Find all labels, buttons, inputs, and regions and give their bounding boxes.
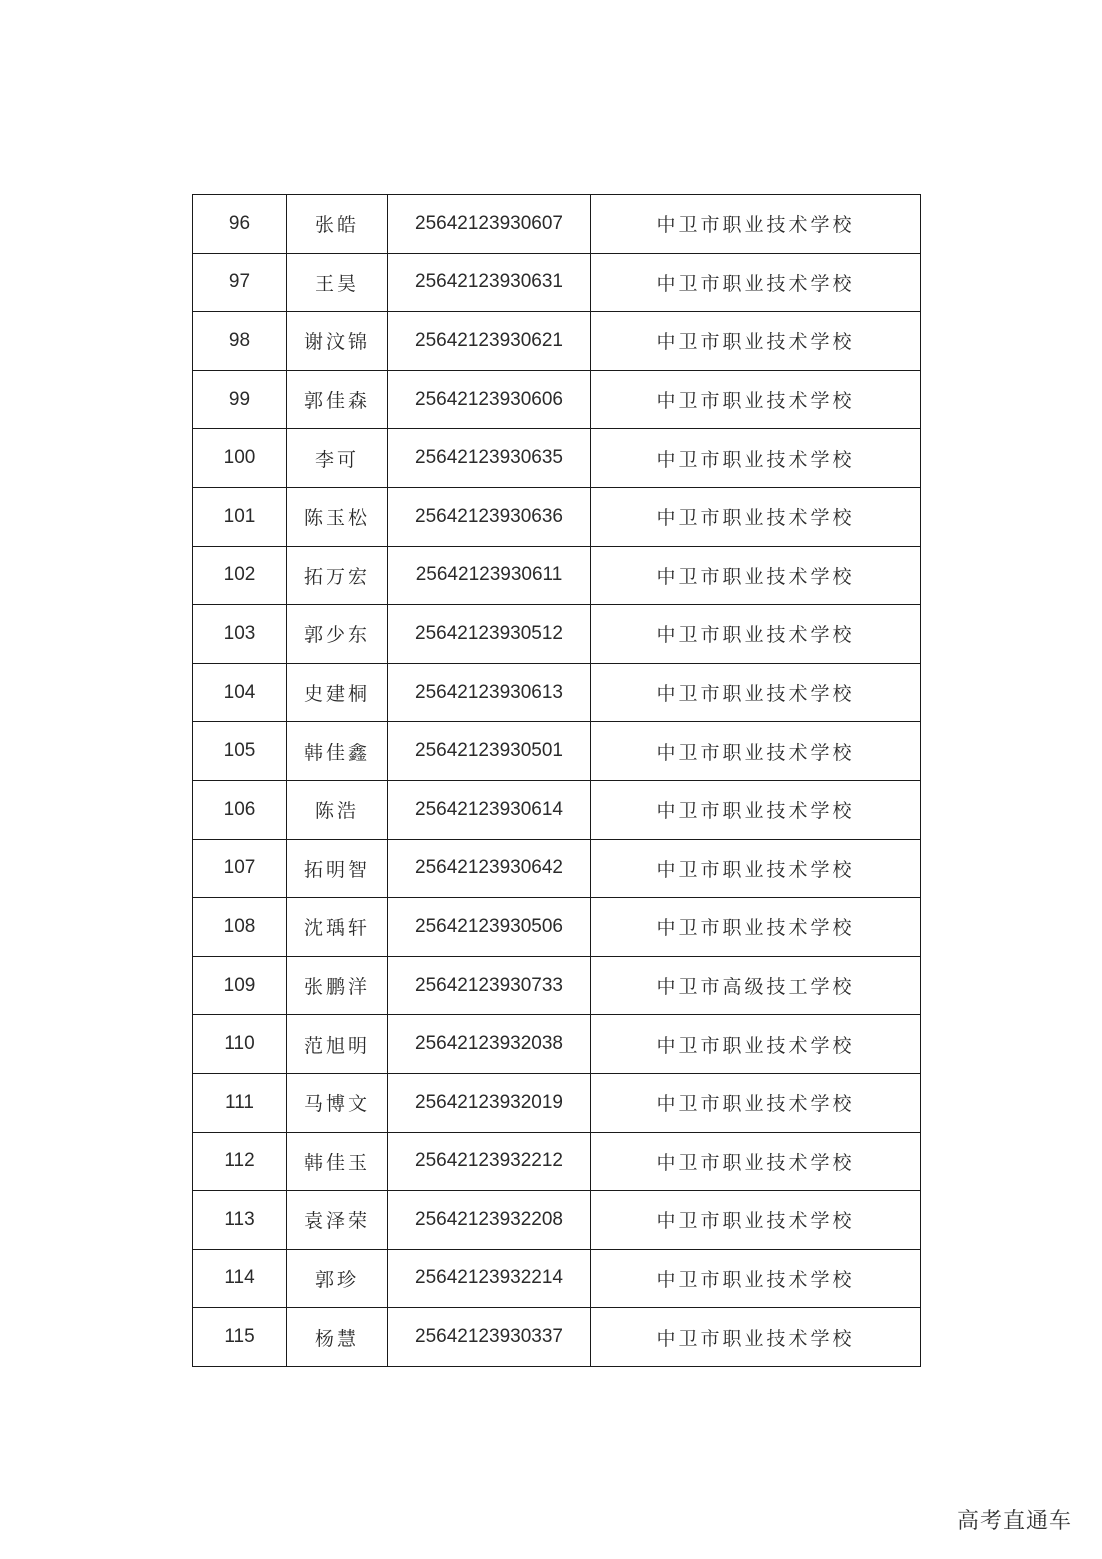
student-name-cell: 郭珍 [287,1249,388,1308]
student-name-cell: 范旭明 [287,1015,388,1074]
school-name-cell: 中卫市职业技术学校 [591,898,921,957]
school-name-cell: 中卫市高级技工学校 [591,956,921,1015]
exam-id-cell: 25642123930636 [388,487,591,546]
row-number-cell: 111 [193,1073,287,1132]
student-name-cell: 韩佳鑫 [287,722,388,781]
school-name-cell: 中卫市职业技术学校 [591,253,921,312]
student-name-cell: 郭佳森 [287,370,388,429]
exam-id-cell: 25642123930337 [388,1308,591,1367]
exam-id-cell: 25642123930733 [388,956,591,1015]
row-number-cell: 106 [193,780,287,839]
school-name-cell: 中卫市职业技术学校 [591,312,921,371]
table-row [193,195,921,254]
table-row [193,663,921,722]
exam-id-cell: 25642123930606 [388,370,591,429]
school-name-cell: 中卫市职业技术学校 [591,663,921,722]
student-name-cell: 拓万宏 [287,546,388,605]
school-name-cell: 中卫市职业技术学校 [591,1249,921,1308]
row-number-cell: 107 [193,839,287,898]
student-name-cell: 杨慧 [287,1308,388,1367]
table-row [193,1073,921,1132]
row-number-cell: 98 [193,312,287,371]
exam-id-cell: 25642123932212 [388,1132,591,1191]
student-name-cell: 陈浩 [287,780,388,839]
student-name-cell: 张皓 [287,195,388,254]
exam-id-cell: 25642123930613 [388,663,591,722]
school-name-cell: 中卫市职业技术学校 [591,1015,921,1074]
student-name-cell: 郭少东 [287,605,388,664]
exam-id-cell: 25642123930501 [388,722,591,781]
exam-id-cell: 25642123930614 [388,780,591,839]
row-number-cell: 109 [193,956,287,1015]
school-name-cell: 中卫市职业技术学校 [591,605,921,664]
exam-id-cell: 25642123930631 [388,253,591,312]
exam-id-cell: 25642123932038 [388,1015,591,1074]
school-name-cell: 中卫市职业技术学校 [591,722,921,781]
table-row [193,370,921,429]
student-name-cell: 王昊 [287,253,388,312]
row-number-cell: 110 [193,1015,287,1074]
table-row [193,253,921,312]
school-name-cell: 中卫市职业技术学校 [591,370,921,429]
row-number-cell: 104 [193,663,287,722]
exam-id-cell: 25642123930611 [388,546,591,605]
student-name-cell: 陈玉松 [287,487,388,546]
table-row [193,546,921,605]
exam-id-cell: 25642123932214 [388,1249,591,1308]
table-row [193,1308,921,1367]
table-row [193,1015,921,1074]
school-name-cell: 中卫市职业技术学校 [591,839,921,898]
student-name-cell: 韩佳玉 [287,1132,388,1191]
table-row [193,780,921,839]
table-row [193,487,921,546]
row-number-cell: 99 [193,370,287,429]
table-row [193,429,921,488]
roster-body [193,195,921,1367]
row-number-cell: 115 [193,1308,287,1367]
school-name-cell: 中卫市职业技术学校 [591,780,921,839]
table-row [193,1191,921,1250]
row-number-cell: 97 [193,253,287,312]
exam-id-cell: 25642123930512 [388,605,591,664]
school-name-cell: 中卫市职业技术学校 [591,429,921,488]
school-name-cell: 中卫市职业技术学校 [591,546,921,605]
exam-id-cell: 25642123930642 [388,839,591,898]
table-row [193,839,921,898]
table-row [193,312,921,371]
exam-id-cell: 25642123932208 [388,1191,591,1250]
exam-id-cell: 25642123930621 [388,312,591,371]
student-name-cell: 李可 [287,429,388,488]
row-number-cell: 113 [193,1191,287,1250]
student-name-cell: 马博文 [287,1073,388,1132]
table-row [193,605,921,664]
student-name-cell: 张鹏洋 [287,956,388,1015]
table-row [193,1249,921,1308]
exam-id-cell: 25642123930506 [388,898,591,957]
exam-id-cell: 25642123932019 [388,1073,591,1132]
row-number-cell: 112 [193,1132,287,1191]
exam-id-cell: 25642123930607 [388,195,591,254]
table-row [193,722,921,781]
watermark-text: 高考直通车 [956,1509,1072,1534]
student-name-cell: 拓明智 [287,839,388,898]
table-row [193,898,921,957]
school-name-cell: 中卫市职业技术学校 [591,1308,921,1367]
exam-id-cell: 25642123930635 [388,429,591,488]
student-name-cell: 沈瑀轩 [287,898,388,957]
row-number-cell: 114 [193,1249,287,1308]
roster-table [192,194,921,1367]
school-name-cell: 中卫市职业技术学校 [591,195,921,254]
row-number-cell: 101 [193,487,287,546]
student-name-cell: 史建桐 [287,663,388,722]
row-number-cell: 103 [193,605,287,664]
table-row [193,956,921,1015]
school-name-cell: 中卫市职业技术学校 [591,487,921,546]
row-number-cell: 100 [193,429,287,488]
school-name-cell: 中卫市职业技术学校 [591,1132,921,1191]
student-name-cell: 谢汶锦 [287,312,388,371]
row-number-cell: 96 [193,195,287,254]
student-name-cell: 袁泽荣 [287,1191,388,1250]
row-number-cell: 108 [193,898,287,957]
school-name-cell: 中卫市职业技术学校 [591,1073,921,1132]
school-name-cell: 中卫市职业技术学校 [591,1191,921,1250]
table-row [193,1132,921,1191]
row-number-cell: 102 [193,546,287,605]
row-number-cell: 105 [193,722,287,781]
